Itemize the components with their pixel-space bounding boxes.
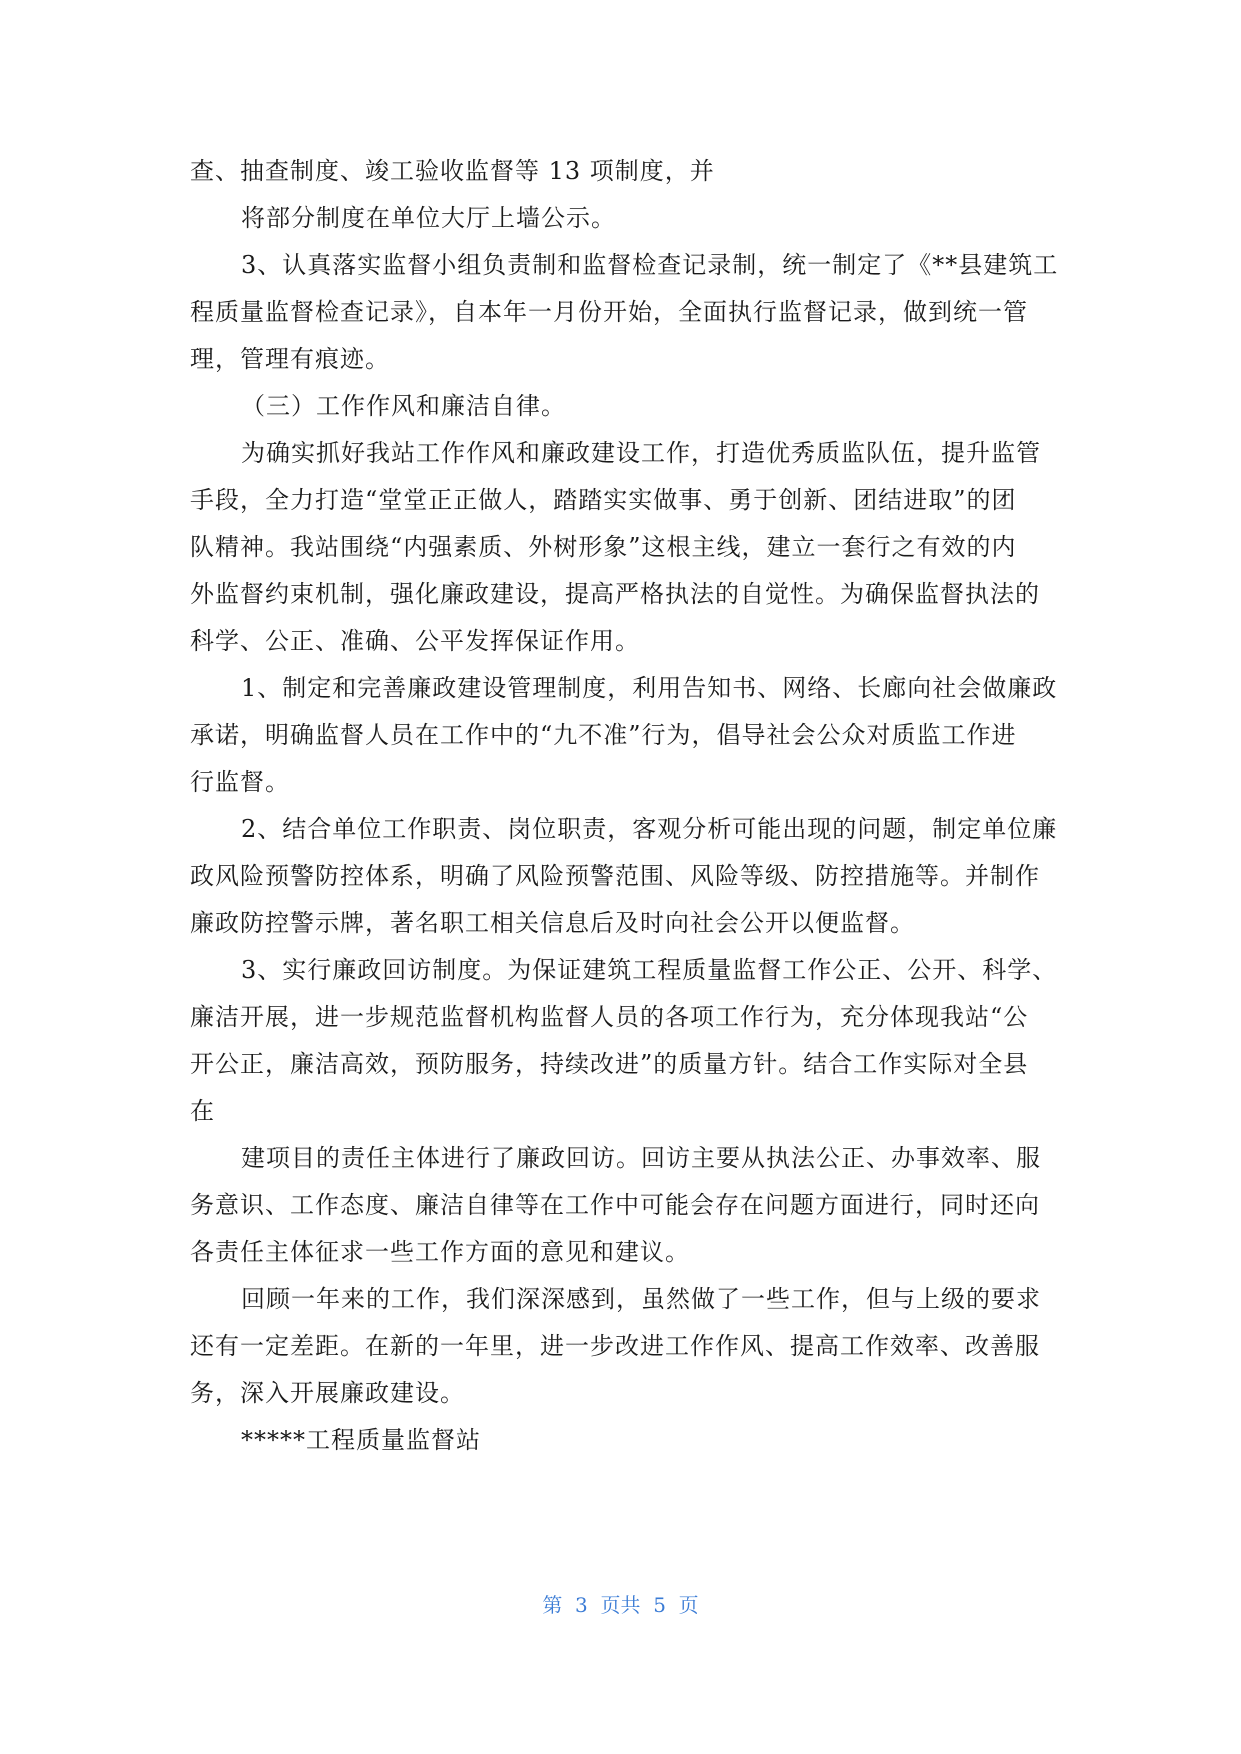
text-line: 廉政防控警示牌，著名职工相关信息后及时向社会公开以便监督。 [190,909,915,937]
text-line: 3、认真落实监督小组负责制和监督检查记录制，统一制定了《**县建筑工 [241,251,1059,279]
section-heading: （三）工作作风和廉洁自律。 [241,392,566,420]
text-line: 科学、公正、准确、公平发挥保证作用。 [190,627,640,655]
text-line: 手段，全力打造“堂堂正正做人，踏踏实实做事、勇于创新、团结进取”的团 [190,486,1017,514]
page-number-footer: 第 3 页共 5 页 [542,1593,699,1617]
text-line: 外监督约束机制，强化廉政建设，提高严格执法的自觉性。为确保监督执法的 [190,580,1040,608]
text-line: 回顾一年来的工作，我们深深感到，虽然做了一些工作，但与上级的要求 [241,1285,1041,1313]
text-line: 程质量监督检查记录》，自本年一月份开始，全面执行监督记录，做到统一管 [190,298,1028,326]
text-line: 行监督。 [190,768,290,796]
text-line: 查、抽查制度、竣工验收监督等 13 项制度，并 [190,157,715,185]
text-line: 建项目的责任主体进行了廉政回访。回访主要从执法公正、办事效率、服 [241,1144,1041,1172]
text-line: 1、制定和完善廉政建设管理制度，利用告知书、网络、长廊向社会做廉政 [241,674,1058,702]
text-line: 队精神。我站围绕“内强素质、外树形象”这根主线，建立一套行之有效的内 [190,533,1017,561]
text-line: 务，深入开展廉政建设。 [190,1379,465,1407]
text-line: 政风险预警防控体系，明确了风险预警范围、风险等级、防控措施等。并制作 [190,862,1040,890]
text-line: 将部分制度在单位大厅上墙公示。 [241,204,616,232]
text-line: 开公正，廉洁高效，预防服务，持续改进”的质量方针。结合工作实际对全县 [190,1050,1029,1078]
text-line: 在 [190,1097,215,1125]
signature-line: *****工程质量监督站 [241,1426,481,1454]
text-line: 3、实行廉政回访制度。为保证建筑工程质量监督工作公正、公开、科学、 [241,956,1058,984]
text-line: 承诺，明确监督人员在工作中的“九不准”行为，倡导社会公众对质监工作进 [190,721,1017,749]
text-line: 2、结合单位工作职责、岗位职责，客观分析可能出现的问题，制定单位廉 [241,815,1058,843]
text-line: 为确实抓好我站工作作风和廉政建设工作，打造优秀质监队伍，提升监管 [241,439,1041,467]
text-line: 各责任主体征求一些工作方面的意见和建议。 [190,1238,690,1266]
text-line: 务意识、工作态度、廉洁自律等在工作中可能会存在问题方面进行，同时还向 [190,1191,1040,1219]
text-line: 廉洁开展，进一步规范监督机构监督人员的各项工作行为，充分体现我站“公 [190,1003,1029,1031]
text-line: 理，管理有痕迹。 [190,345,390,373]
text-line: 还有一定差距。在新的一年里，进一步改进工作作风、提高工作效率、改善服 [190,1332,1040,1360]
